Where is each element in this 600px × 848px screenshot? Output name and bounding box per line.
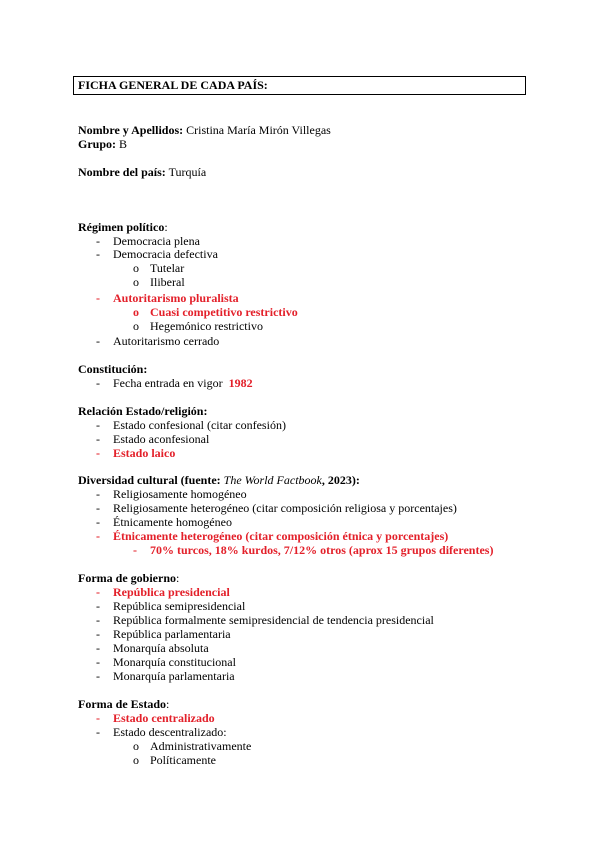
student-name-label: Nombre y Apellidos: <box>78 123 184 137</box>
suboption-label: Administrativamente <box>150 739 252 753</box>
option-label: Estado descentralizado: <box>113 725 227 739</box>
option-label: Étnicamente heterogéneo (citar composición étnica y porcentajes) <box>113 529 449 543</box>
sub-bullet-marker: o <box>133 753 139 767</box>
bullet-marker: - <box>96 515 100 529</box>
option-label: Democracia defectiva <box>113 247 218 261</box>
option-label: Democracia plena <box>113 234 200 248</box>
bullet-marker: - <box>96 234 100 248</box>
option-label: Religiosamente heterogéneo (citar composición religiosa y porcentajes) <box>113 501 457 515</box>
bullet-marker: - <box>96 501 100 515</box>
diversidad-heading <box>78 473 360 487</box>
student-name: Cristina María Mirón Villegas <box>186 123 331 137</box>
religion-label: Relación Estado/religión: <box>78 404 208 418</box>
suboption-label: Iliberal <box>150 275 185 289</box>
constitucion-heading <box>78 362 147 376</box>
option-label: Monarquía parlamentaria <box>113 669 235 683</box>
bullet-marker: - <box>96 334 100 348</box>
option-label: Autoritarismo cerrado <box>113 334 220 348</box>
option-label: República parlamentaria <box>113 627 231 641</box>
bullet-marker: - <box>96 627 100 641</box>
bullet-marker: - <box>96 725 100 739</box>
option-label: Autoritarismo pluralista <box>113 291 239 305</box>
bullet-marker: - <box>96 446 100 460</box>
diversidad-label-suffix: , 2023): <box>321 473 360 487</box>
diversidad-source: The World Factbook <box>223 473 322 487</box>
option-label: República semipresidencial <box>113 599 246 613</box>
estado-label: Forma de Estado <box>78 697 166 711</box>
option-label: Monarquía absoluta <box>113 641 209 655</box>
ethnic-composition-text: 70% turcos, 18% kurdos, 7/12% otros (aprox 15 grupos diferentes) <box>150 543 494 557</box>
country-name: Turquía <box>168 165 207 179</box>
religion-heading <box>78 404 207 418</box>
bullet-marker: - <box>96 291 100 305</box>
option-label: Fecha entrada en vigor <box>113 376 223 390</box>
form-title: FICHA GENERAL DE CADA PAÍS: <box>78 78 268 92</box>
option-label: Estado laico <box>113 446 176 460</box>
estado-heading <box>78 697 169 711</box>
bullet-marker: - <box>96 669 100 683</box>
student-name-line <box>78 123 331 137</box>
option-label: Religiosamente homogéneo <box>113 487 247 501</box>
group-line <box>78 137 127 151</box>
suboption-label: Tutelar <box>150 261 185 275</box>
country-line <box>78 165 206 179</box>
suboption-label: Cuasi competitivo restrictivo <box>150 305 298 319</box>
bullet-marker: - <box>96 247 100 261</box>
bullet-marker: - <box>96 432 100 446</box>
option-label: Estado centralizado <box>113 711 215 725</box>
suboption-label: Políticamente <box>150 753 216 767</box>
option-label: República formalmente semipresidencial de tendencia presidencial <box>113 613 434 627</box>
constitution-year: 1982 <box>228 376 253 390</box>
country-label: Nombre del país: <box>78 165 166 179</box>
regimen-label: Régimen político <box>78 220 165 234</box>
option-line <box>113 376 253 390</box>
gobierno-colon: : <box>176 571 180 585</box>
group-label: Grupo: <box>78 137 117 151</box>
sub-bullet-marker: o <box>133 275 139 289</box>
bullet-marker: - <box>96 418 100 432</box>
bullet-marker: - <box>96 376 100 390</box>
regimen-colon: : <box>164 220 168 234</box>
sub-bullet-marker: o <box>133 305 139 319</box>
sub-bullet-marker: - <box>133 543 137 557</box>
option-label: Estado confesional (citar confesión) <box>113 418 286 432</box>
bullet-marker: - <box>96 487 100 501</box>
bullet-marker: - <box>96 585 100 599</box>
bullet-marker: - <box>96 529 100 543</box>
form-title-box <box>73 76 526 95</box>
option-label: Monarquía constitucional <box>113 655 236 669</box>
regimen-heading <box>78 220 168 234</box>
bullet-marker: - <box>96 711 100 725</box>
gobierno-heading <box>78 571 179 585</box>
sub-bullet-marker: o <box>133 261 139 275</box>
bullet-marker: - <box>96 613 100 627</box>
option-label: Étnicamente homogéneo <box>113 515 232 529</box>
sub-bullet-marker: o <box>133 739 139 753</box>
diversidad-label-prefix: Diversidad cultural (fuente: <box>78 473 224 487</box>
option-label: República presidencial <box>113 585 230 599</box>
gobierno-label: Forma de gobierno <box>78 571 176 585</box>
bullet-marker: - <box>96 599 100 613</box>
constitucion-label: Constitución: <box>78 362 148 376</box>
bullet-marker: - <box>96 641 100 655</box>
suboption-label: Hegemónico restrictivo <box>150 319 263 333</box>
bullet-marker: - <box>96 655 100 669</box>
option-label: Estado aconfesional <box>113 432 210 446</box>
estado-colon: : <box>166 697 170 711</box>
group-value: B <box>119 137 128 151</box>
sub-bullet-marker: o <box>133 319 139 333</box>
